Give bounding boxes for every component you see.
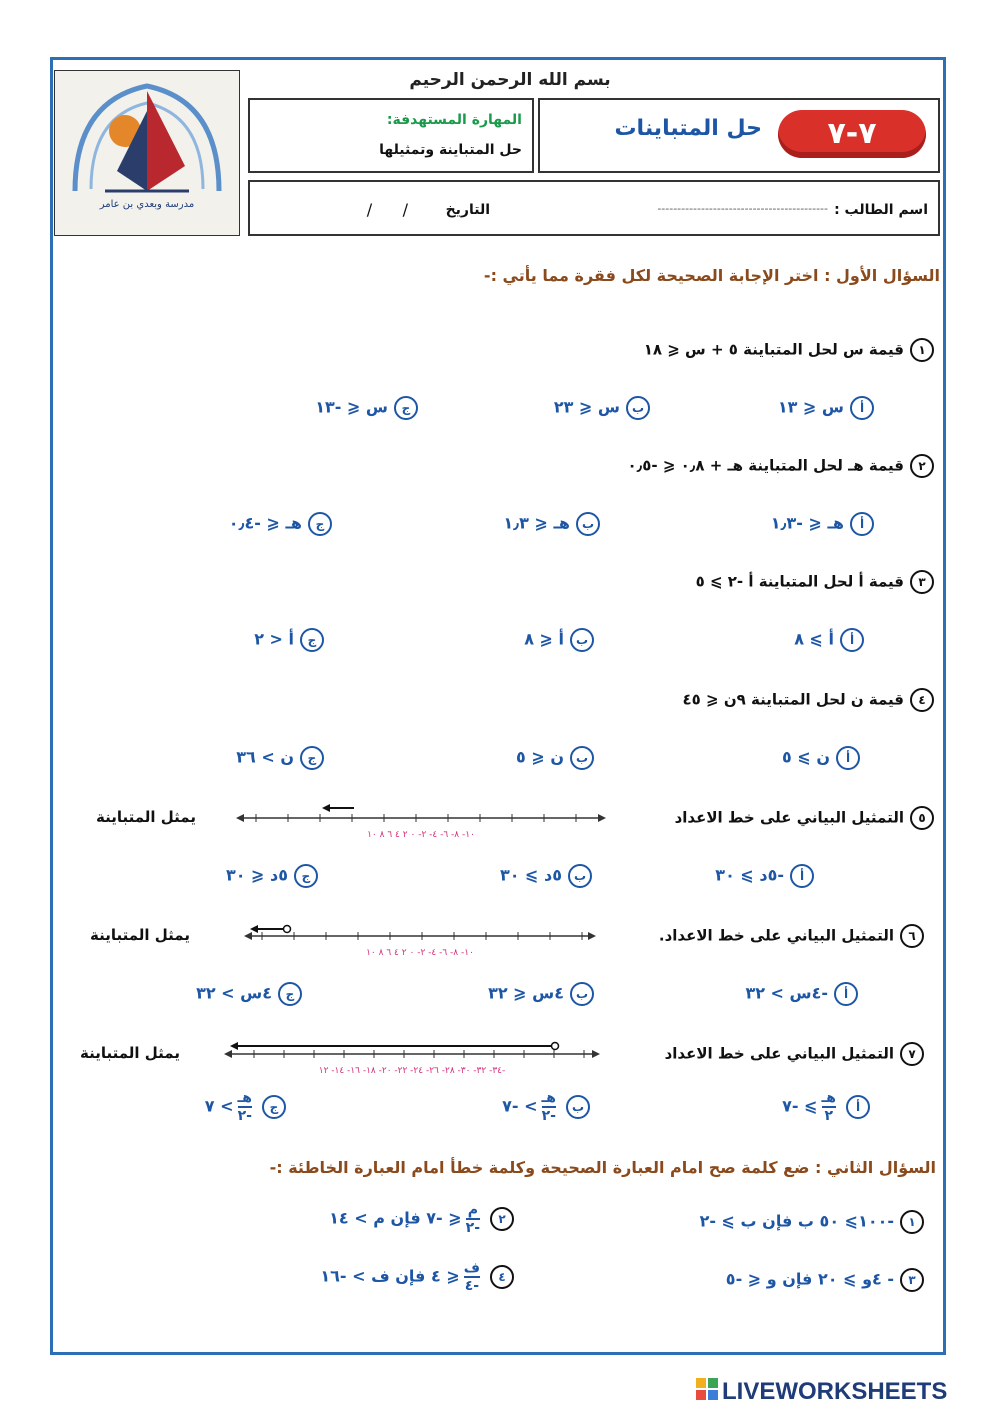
number-line-7 bbox=[224, 1038, 600, 1064]
student-name-blank[interactable]: ------------------------------------------- bbox=[657, 202, 828, 215]
item-text: قيمة هـ لحل المتباينة هـ + ٠٫٨ ⩽ -٠٫٥ bbox=[627, 456, 904, 475]
item-text: - ٤و ⩾ ٢٠ فإن و ⩽ -٥ bbox=[725, 1269, 894, 1289]
item-number: ٧ bbox=[900, 1042, 924, 1066]
denominator: ٢ bbox=[822, 1106, 837, 1124]
item-number: ١ bbox=[910, 338, 934, 362]
option-text: ٥د ⩽ ٣٠ bbox=[225, 865, 288, 885]
fraction bbox=[542, 1090, 557, 1124]
option-text: -٥د ⩾ ٣٠ bbox=[715, 865, 784, 885]
denominator: -٤ bbox=[464, 1278, 480, 1294]
q2-heading: السؤال الثاني : ضع كلمة صح امام العبارة الصحيحة وكلمة خطأ امام العبارة الخاطئة :- bbox=[269, 1158, 936, 1177]
option-letter: ب bbox=[566, 1095, 590, 1119]
option-letter: ج bbox=[294, 864, 318, 888]
lesson-title: حل المتباينات bbox=[614, 116, 762, 141]
student-name-label: اسم الطالب : bbox=[834, 202, 928, 218]
q1-7-option-c[interactable] bbox=[205, 1090, 286, 1124]
option-letter: أ bbox=[850, 396, 874, 420]
skill-box bbox=[248, 98, 534, 173]
option-text: أ ⩽ ٨ bbox=[524, 629, 564, 649]
option-letter: ب bbox=[570, 628, 594, 652]
option-letter: ج bbox=[300, 746, 324, 770]
q1-item-4 bbox=[683, 688, 934, 712]
number-line-6-labels: ١٠- ٨- ٦- ٤- ٢- ٠ ٢ ٤ ٦ ٨ ١٠ bbox=[366, 948, 474, 958]
item-text: قيمة ن لحل المتباينة ٩ن ⩽ ٤٥ bbox=[682, 690, 904, 709]
option-letter: ب bbox=[568, 864, 592, 888]
q1-heading: السؤال الأول : اختر الإجابة الصحيحة لكل فقرة مما يأتي :- bbox=[483, 266, 940, 285]
number-line-6 bbox=[244, 920, 596, 946]
numerator: هـ bbox=[237, 1090, 252, 1106]
option-text: ٤س > ٣٢ bbox=[196, 983, 272, 1003]
option-text: ن > ٣٦ bbox=[236, 747, 294, 767]
item-number: ٢ bbox=[910, 454, 934, 478]
q1-item-5 bbox=[675, 806, 934, 830]
item-text: قيمة س لحل المتباينة ٥ + س ⩽ ١٨ bbox=[643, 340, 904, 359]
q1-5-option-a[interactable] bbox=[715, 864, 814, 888]
denominator: -٢ bbox=[465, 1220, 480, 1236]
q1-item-3 bbox=[696, 570, 934, 594]
item-number: ٦ bbox=[900, 924, 924, 948]
brand-name: LIVEWORKSHEETS bbox=[722, 1378, 948, 1405]
skill-text: حل المتباينة وتمثيلها bbox=[379, 142, 522, 158]
item-text: قيمة أ لحل المتباينة أ -٢ ⩾ ٥ bbox=[695, 572, 904, 591]
q2-item-2[interactable] bbox=[329, 1202, 514, 1236]
q2-item-4[interactable] bbox=[320, 1260, 514, 1294]
lesson-number: ٧-٧ bbox=[827, 116, 877, 151]
ray-arrow bbox=[250, 925, 258, 933]
option-text: ن ⩽ ٥ bbox=[516, 747, 564, 767]
item-number: ١ bbox=[900, 1210, 924, 1234]
option-letter: أ bbox=[850, 512, 874, 536]
q1-5-option-b[interactable] bbox=[500, 864, 592, 888]
date-label: التاريخ bbox=[445, 202, 490, 218]
number-line-5-labels: ١٠- ٨- ٦- ٤- ٢- ٠ ٢ ٤ ٦ ٨ ١٠ bbox=[367, 830, 475, 840]
numerator: م bbox=[467, 1202, 478, 1218]
item-number: ٣ bbox=[910, 570, 934, 594]
basmala: بسم الله الرحمن الرحيم bbox=[409, 70, 611, 90]
q1-6-option-b[interactable] bbox=[488, 982, 594, 1006]
q1-1-option-c[interactable] bbox=[315, 396, 418, 420]
q1-item-1 bbox=[644, 338, 934, 362]
option-letter: ج bbox=[278, 982, 302, 1006]
skill-label: المهارة المستهدفة: bbox=[386, 112, 522, 128]
q1-item-6 bbox=[659, 924, 924, 948]
item-number: ٣ bbox=[900, 1268, 924, 1292]
option-text: س ⩽ -١٣ bbox=[315, 397, 388, 417]
q1-3-option-b[interactable] bbox=[524, 628, 594, 652]
denominator: -٢ bbox=[541, 1108, 556, 1124]
option-text: هـ ⩽ ١٫٣ bbox=[503, 513, 570, 533]
item-text: ⩽ -٧ فإن م > ١٤ bbox=[329, 1208, 462, 1228]
ray-arrow bbox=[230, 1042, 238, 1050]
option-letter: أ bbox=[846, 1095, 870, 1119]
logo-text: مدرسة وبعدي بن عامر bbox=[99, 199, 195, 210]
item-number: ٤ bbox=[910, 688, 934, 712]
q1-4-option-b[interactable] bbox=[516, 746, 594, 770]
student-info-box bbox=[248, 180, 940, 236]
fraction bbox=[466, 1202, 480, 1236]
q1-item-2 bbox=[627, 454, 934, 478]
option-text: > ٧ bbox=[204, 1096, 234, 1116]
item-number: ٤ bbox=[490, 1265, 514, 1289]
option-text: -٤س > ٣٢ bbox=[745, 983, 828, 1003]
q1-3-option-c[interactable] bbox=[254, 628, 324, 652]
fraction bbox=[238, 1090, 253, 1124]
fraction bbox=[464, 1260, 480, 1294]
number-line-5 bbox=[236, 802, 606, 828]
item-text: التمثيل البياني على خط الاعداد. bbox=[658, 926, 894, 945]
lesson-number-badge bbox=[778, 110, 926, 158]
option-text: أ < ٢ bbox=[254, 629, 294, 649]
option-text: ٥د ⩾ ٣٠ bbox=[499, 865, 562, 885]
title-box bbox=[538, 98, 940, 173]
option-letter: ج bbox=[308, 512, 332, 536]
ray-arrow bbox=[322, 804, 330, 812]
q1-1-option-a[interactable] bbox=[778, 396, 874, 420]
option-text: أ ⩾ ٨ bbox=[794, 629, 834, 649]
item-number: ٥ bbox=[910, 806, 934, 830]
item-text: التمثيل البياني على خط الاعداد bbox=[664, 1044, 894, 1063]
option-text: هـ ⩽ -١٫٣ bbox=[770, 513, 844, 533]
q2-item-3[interactable] bbox=[726, 1268, 924, 1292]
q1-3-option-a[interactable] bbox=[794, 628, 864, 652]
liveworksheets-logo bbox=[696, 1378, 718, 1404]
option-text: ٤س ⩽ ٣٢ bbox=[488, 983, 564, 1003]
fraction bbox=[822, 1090, 837, 1124]
option-text: هـ ⩽ -٠٫٤ bbox=[228, 513, 302, 533]
option-letter: أ bbox=[840, 628, 864, 652]
q1-4-option-c[interactable] bbox=[236, 746, 324, 770]
q1-6-option-c[interactable] bbox=[196, 982, 302, 1006]
q1-6-option-a[interactable] bbox=[745, 982, 858, 1006]
open-circle bbox=[552, 1043, 559, 1050]
q1-2-option-c[interactable] bbox=[229, 512, 332, 536]
q1-4-option-a[interactable] bbox=[782, 746, 860, 770]
option-letter: ج bbox=[300, 628, 324, 652]
option-text: س ⩽ ١٣ bbox=[777, 397, 844, 417]
q1-item-7 bbox=[665, 1042, 924, 1066]
option-letter: ب bbox=[576, 512, 600, 536]
option-letter: ج bbox=[394, 396, 418, 420]
numerator: هـ bbox=[821, 1090, 836, 1106]
open-circle bbox=[284, 926, 291, 933]
numerator: ف bbox=[463, 1260, 480, 1276]
item-number: ٢ bbox=[490, 1207, 514, 1231]
option-text: ن ⩾ ٥ bbox=[782, 747, 830, 767]
q1-5-option-c[interactable] bbox=[226, 864, 318, 888]
item-7-suffix: يمثل المتباينة bbox=[80, 1044, 180, 1062]
q1-7-option-a[interactable] bbox=[782, 1090, 870, 1124]
item-text: التمثيل البياني على خط الاعداد bbox=[674, 808, 904, 827]
date-slashes[interactable]: / / bbox=[366, 200, 408, 219]
q1-7-option-b[interactable] bbox=[502, 1090, 590, 1124]
school-logo bbox=[54, 70, 240, 236]
q1-1-option-b[interactable] bbox=[554, 396, 650, 420]
q2-item-1[interactable] bbox=[700, 1210, 924, 1234]
option-letter: أ bbox=[836, 746, 860, 770]
option-letter: ج bbox=[262, 1095, 286, 1119]
item-text: -١٠٠⩾ ٥٠ ب فإن ب ⩾ -٢ bbox=[699, 1211, 894, 1231]
denominator: -٢ bbox=[237, 1108, 252, 1124]
q1-2-option-b[interactable] bbox=[503, 512, 600, 536]
numerator: هـ bbox=[541, 1090, 556, 1106]
item-6-suffix: يمثل المتباينة bbox=[90, 926, 190, 944]
option-text: س ⩽ ٢٣ bbox=[553, 397, 620, 417]
option-letter: أ bbox=[790, 864, 814, 888]
brand-icon bbox=[696, 1378, 718, 1400]
option-letter: ب bbox=[626, 396, 650, 420]
item-text: ⩽ ٤ فإن ف > -١٦ bbox=[320, 1266, 460, 1286]
option-letter: أ bbox=[834, 982, 858, 1006]
item-5-suffix: يمثل المتباينة bbox=[96, 808, 196, 826]
option-text: ⩾ -٧ bbox=[782, 1096, 818, 1116]
option-letter: ب bbox=[570, 746, 594, 770]
q1-2-option-a[interactable] bbox=[771, 512, 874, 536]
number-line-7-labels: ٣٤- ٣٢- ٣٠- ٢٨- ٢٦- ٢٤- ٢٢- ٢٠- ١٨- ١٦- ١٤- ١٢- bbox=[318, 1066, 506, 1076]
option-letter: ب bbox=[570, 982, 594, 1006]
option-text: > -٧ bbox=[502, 1096, 538, 1116]
